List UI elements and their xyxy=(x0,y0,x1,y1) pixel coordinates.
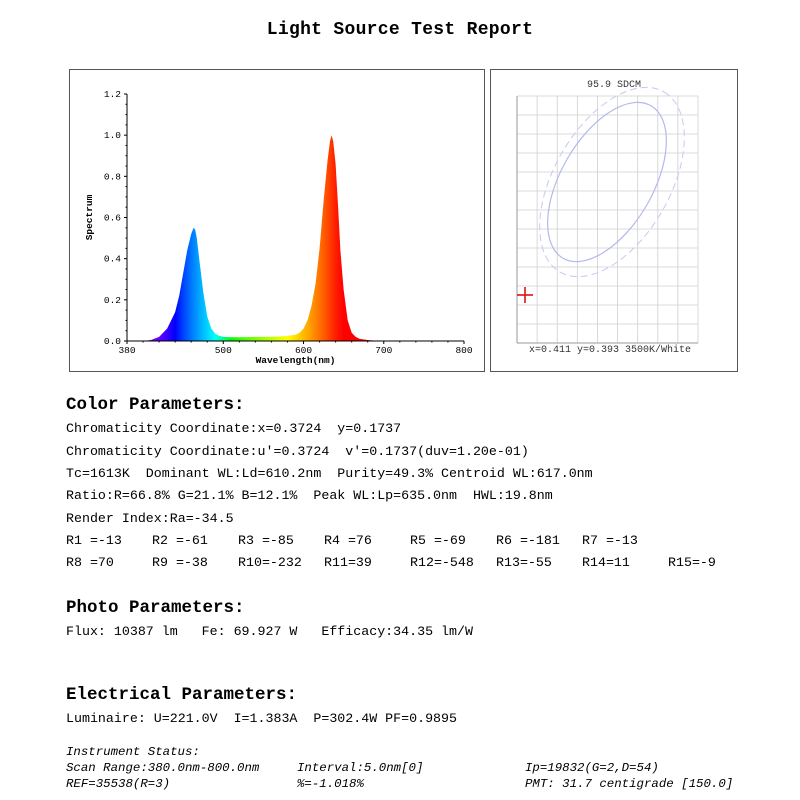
instrument-interval: Interval:5.0nm[0] xyxy=(297,761,424,775)
y-tick-label: 1.0 xyxy=(103,130,121,142)
y-tick-label: 0.8 xyxy=(103,171,121,183)
x-tick-label: 380 xyxy=(118,345,136,356)
instrument-pmt: PMT: 31.7 centigrade [150.0] xyxy=(525,777,734,791)
sdcm-ellipse-outer xyxy=(510,63,714,301)
render-index-r7: R7 =-13 xyxy=(582,533,638,548)
spectrum-area xyxy=(127,135,464,341)
instrument-scan-range: Scan Range:380.0nm-800.0nm xyxy=(66,761,260,775)
cie-readout: x=0.411 y=0.393 3500K/White xyxy=(529,345,692,356)
render-index-r1: R1 =-13 xyxy=(66,533,122,548)
color-parameters-title: Color Parameters: xyxy=(66,395,245,415)
photo-param-line: Flux: 10387 lm Fe: 69.927 W Efficacy:34.35 lm/W xyxy=(66,624,473,639)
x-tick-label: 700 xyxy=(375,345,393,356)
render-index-r15: R15=-9 xyxy=(668,555,716,570)
render-index-r8: R8 =70 xyxy=(66,555,114,570)
report-title: Light Source Test Report xyxy=(266,20,534,40)
spectrum-chart-panel xyxy=(69,69,485,372)
render-index-r5: R5 =-69 xyxy=(410,533,466,548)
render-index-r12: R12=-548 xyxy=(410,555,474,570)
render-index-r13: R13=-55 xyxy=(496,555,552,570)
electrical-parameters-title: Electrical Parameters: xyxy=(66,685,298,705)
color-param-line-4: Ratio:R=66.8% G=21.1% B=12.1% Peak WL:Lp=635.0nm HWL:19.8nm xyxy=(66,488,553,503)
y-axis-label: Spectrum xyxy=(84,194,95,241)
render-index-r6: R6 =-181 xyxy=(496,533,560,548)
cie-sdcm-panel xyxy=(490,69,738,372)
instrument-status-title: Instrument Status: xyxy=(66,745,200,759)
render-index-r11: R11=39 xyxy=(324,555,372,570)
render-index-r9: R9 =-38 xyxy=(152,555,208,570)
x-tick-label: 600 xyxy=(294,345,313,356)
render-index-r2: R2 =-61 xyxy=(152,533,208,548)
y-tick-label: 1.2 xyxy=(103,89,121,100)
render-index-r3: R3 =-85 xyxy=(238,533,294,548)
color-param-line-5: Render Index:Ra=-34.5 xyxy=(66,511,234,526)
y-tick-label: 0.6 xyxy=(103,212,121,224)
y-tick-label: 0.0 xyxy=(103,336,121,347)
x-axis-label: Wavelength(nm) xyxy=(255,355,336,366)
instrument-ref: REF=35538(R=3) xyxy=(66,777,171,791)
instrument-percent: %=-1.018% xyxy=(297,777,364,791)
spectrum-chart xyxy=(70,70,484,371)
photo-parameters-title: Photo Parameters: xyxy=(66,598,245,618)
instrument-ip: Ip=19832(G=2,D=54) xyxy=(525,761,659,775)
x-tick-label: 800 xyxy=(455,345,473,356)
color-param-line-1: Chromaticity Coordinate:x=0.3724 y=0.1737 xyxy=(66,421,402,436)
sdcm-title: 95.9 SDCM xyxy=(586,80,642,91)
x-tick-label: 500 xyxy=(214,345,232,356)
color-param-line-3: Tc=1613K Dominant WL:Ld=610.2nm Purity=49.3% Centroid WL:617.0nm xyxy=(66,466,593,481)
cie-sdcm-chart xyxy=(491,70,737,371)
render-index-r4: R4 =76 xyxy=(324,533,372,548)
electrical-param-line: Luminaire: U=221.0V I=1.383A P=302.4W PF=0.9895 xyxy=(66,711,457,726)
y-tick-label: 0.2 xyxy=(103,294,121,306)
color-param-line-2: Chromaticity Coordinate:u'=0.3724 v'=0.1737(duv=1.20e-01) xyxy=(66,444,529,459)
render-index-r14: R14=11 xyxy=(582,555,630,570)
y-tick-label: 0.4 xyxy=(103,253,121,265)
render-index-r10: R10=-232 xyxy=(238,555,302,570)
